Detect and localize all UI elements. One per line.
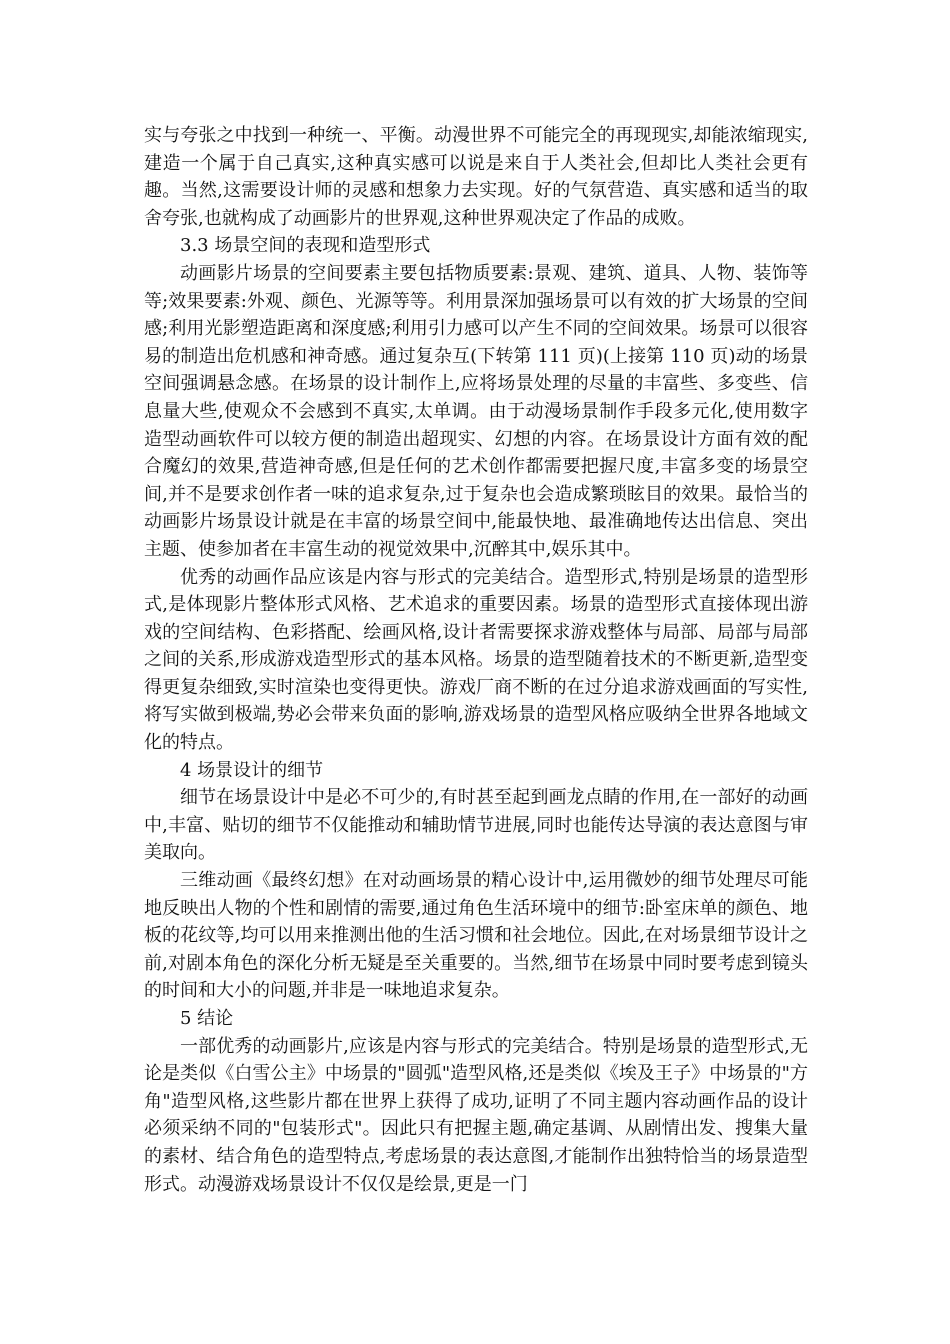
document-page bbox=[144, 122, 808, 1198]
paragraph-space-elements: 动画影片场景的空间要素主要包括物质要素:景观、建筑、道具、人物、装饰等等;效果要素:外观、颜色、光源等等。利用景深加强场景可以有效的扩大场景的空间感;利用光影塑造距离和深度感;利用引力感可以产生不同的空间效果。场景可以很容易的制造出危机感和神奇感。通过复杂互(下转第 111 页)(上接第 110 页)动的场景空间强调悬念感。在场景的设计制作上,应将场景处理的尽量的丰富些、多变些、信息量大些,使观众不会感到不真实,太单调。由于动漫场景制作手段多元化,使用数字造型动画软件可以较方便的制造出超现实、幻想的内容。在场景设计方面有效的配合魔幻的效果,营造神奇感,但是任何的艺术创作都需要把握尺度,丰富多变的场景空间,并不是要求创作者一味的追求复杂,过于复杂也会造成繁琐眩目的效果。最恰当的动画影片场景设计就是在丰富的场景空间中,能最快地、最准确地传达出信息、突出主题、使参加者在丰富生动的视觉效果中,沉醉其中,娱乐其中。 bbox=[144, 262, 808, 560]
paragraph-final-fantasy-example: 三维动画《最终幻想》在对动画场景的精心设计中,运用微妙的细节处理尽可能地反映出人物的个性和剧情的需要,通过角色生活环境中的细节:卧室床单的颜色、地板的花纹等,均可以用来推测出他的生活习惯和社会地位。因此,在对场景细节设计之前,对剧本角色的深化分析无疑是至关重要的。当然,细节在场景中同时要考虑到镜头的时间和大小的问题,并非是一味地追求复杂。 bbox=[144, 870, 808, 1002]
paragraph-conclusion: 一部优秀的动画影片,应该是内容与形式的完美结合。特别是场景的造型形式,无论是类似《白雪公主》中场景的"圆弧"造型风格,还是类似《埃及王子》中场景的"方角"造型风格,这些影片都在世界上获得了成功,证明了不同主题内容动画作品的设计必须采纳不同的"包装形式"。因此只有把握主题,确定基调、从剧情出发、搜集大量的素材、结合角色的造型特点,考虑场景的表达意图,才能制作出独特恰当的场景造型形式。动漫游戏场景设计不仅仅是绘景,更是一门 bbox=[144, 1035, 808, 1195]
paragraph-modeling-form: 优秀的动画作品应该是内容与形式的完美结合。造型形式,特别是场景的造型形式,是体现影片整体形式风格、艺术追求的重要因素。场景的造型形式直接体现出游戏的空间结构、色彩搭配、绘画风格,设计者需要探求游戏整体与局部、局部与局部之间的关系,形成游戏造型形式的基本风格。场景的造型随着技术的不断更新,造型变得更复杂细致,实时渲染也变得更快。游戏厂商不断的在过分追求游戏画面的写实性,将写实做到极端,势必会带来负面的影响,游戏场景的造型风格应吸纳全世界各地域文化的特点。 bbox=[144, 566, 808, 754]
section-heading-4: 4 场景设计的细节 bbox=[180, 759, 324, 781]
paragraph-details-importance: 细节在场景设计中是必不可少的,有时甚至起到画龙点睛的作用,在一部好的动画中,丰富、贴切的细节不仅能推动和辅助情节进展,同时也能传达导演的表达意图与审美取向。 bbox=[144, 787, 808, 864]
section-heading-5: 5 结论 bbox=[180, 1008, 234, 1029]
section-heading-3-3: 3.3 场景空间的表现和造型形式 bbox=[180, 235, 431, 257]
paragraph-continued-worldview: 实与夸张之中找到一种统一、平衡。动漫世界不可能完全的再现现实,却能浓缩现实,建造一个属于自己真实,这种真实感可以说是来自于人类社会,但却比人类社会更有趣。当然,这需要设计师的灵感和想象力去实现。好的气氛营造、真实感和适当的取舍夸张,也就构成了动画影片的世界观,这种世界观决定了作品的成败。 bbox=[144, 125, 808, 229]
